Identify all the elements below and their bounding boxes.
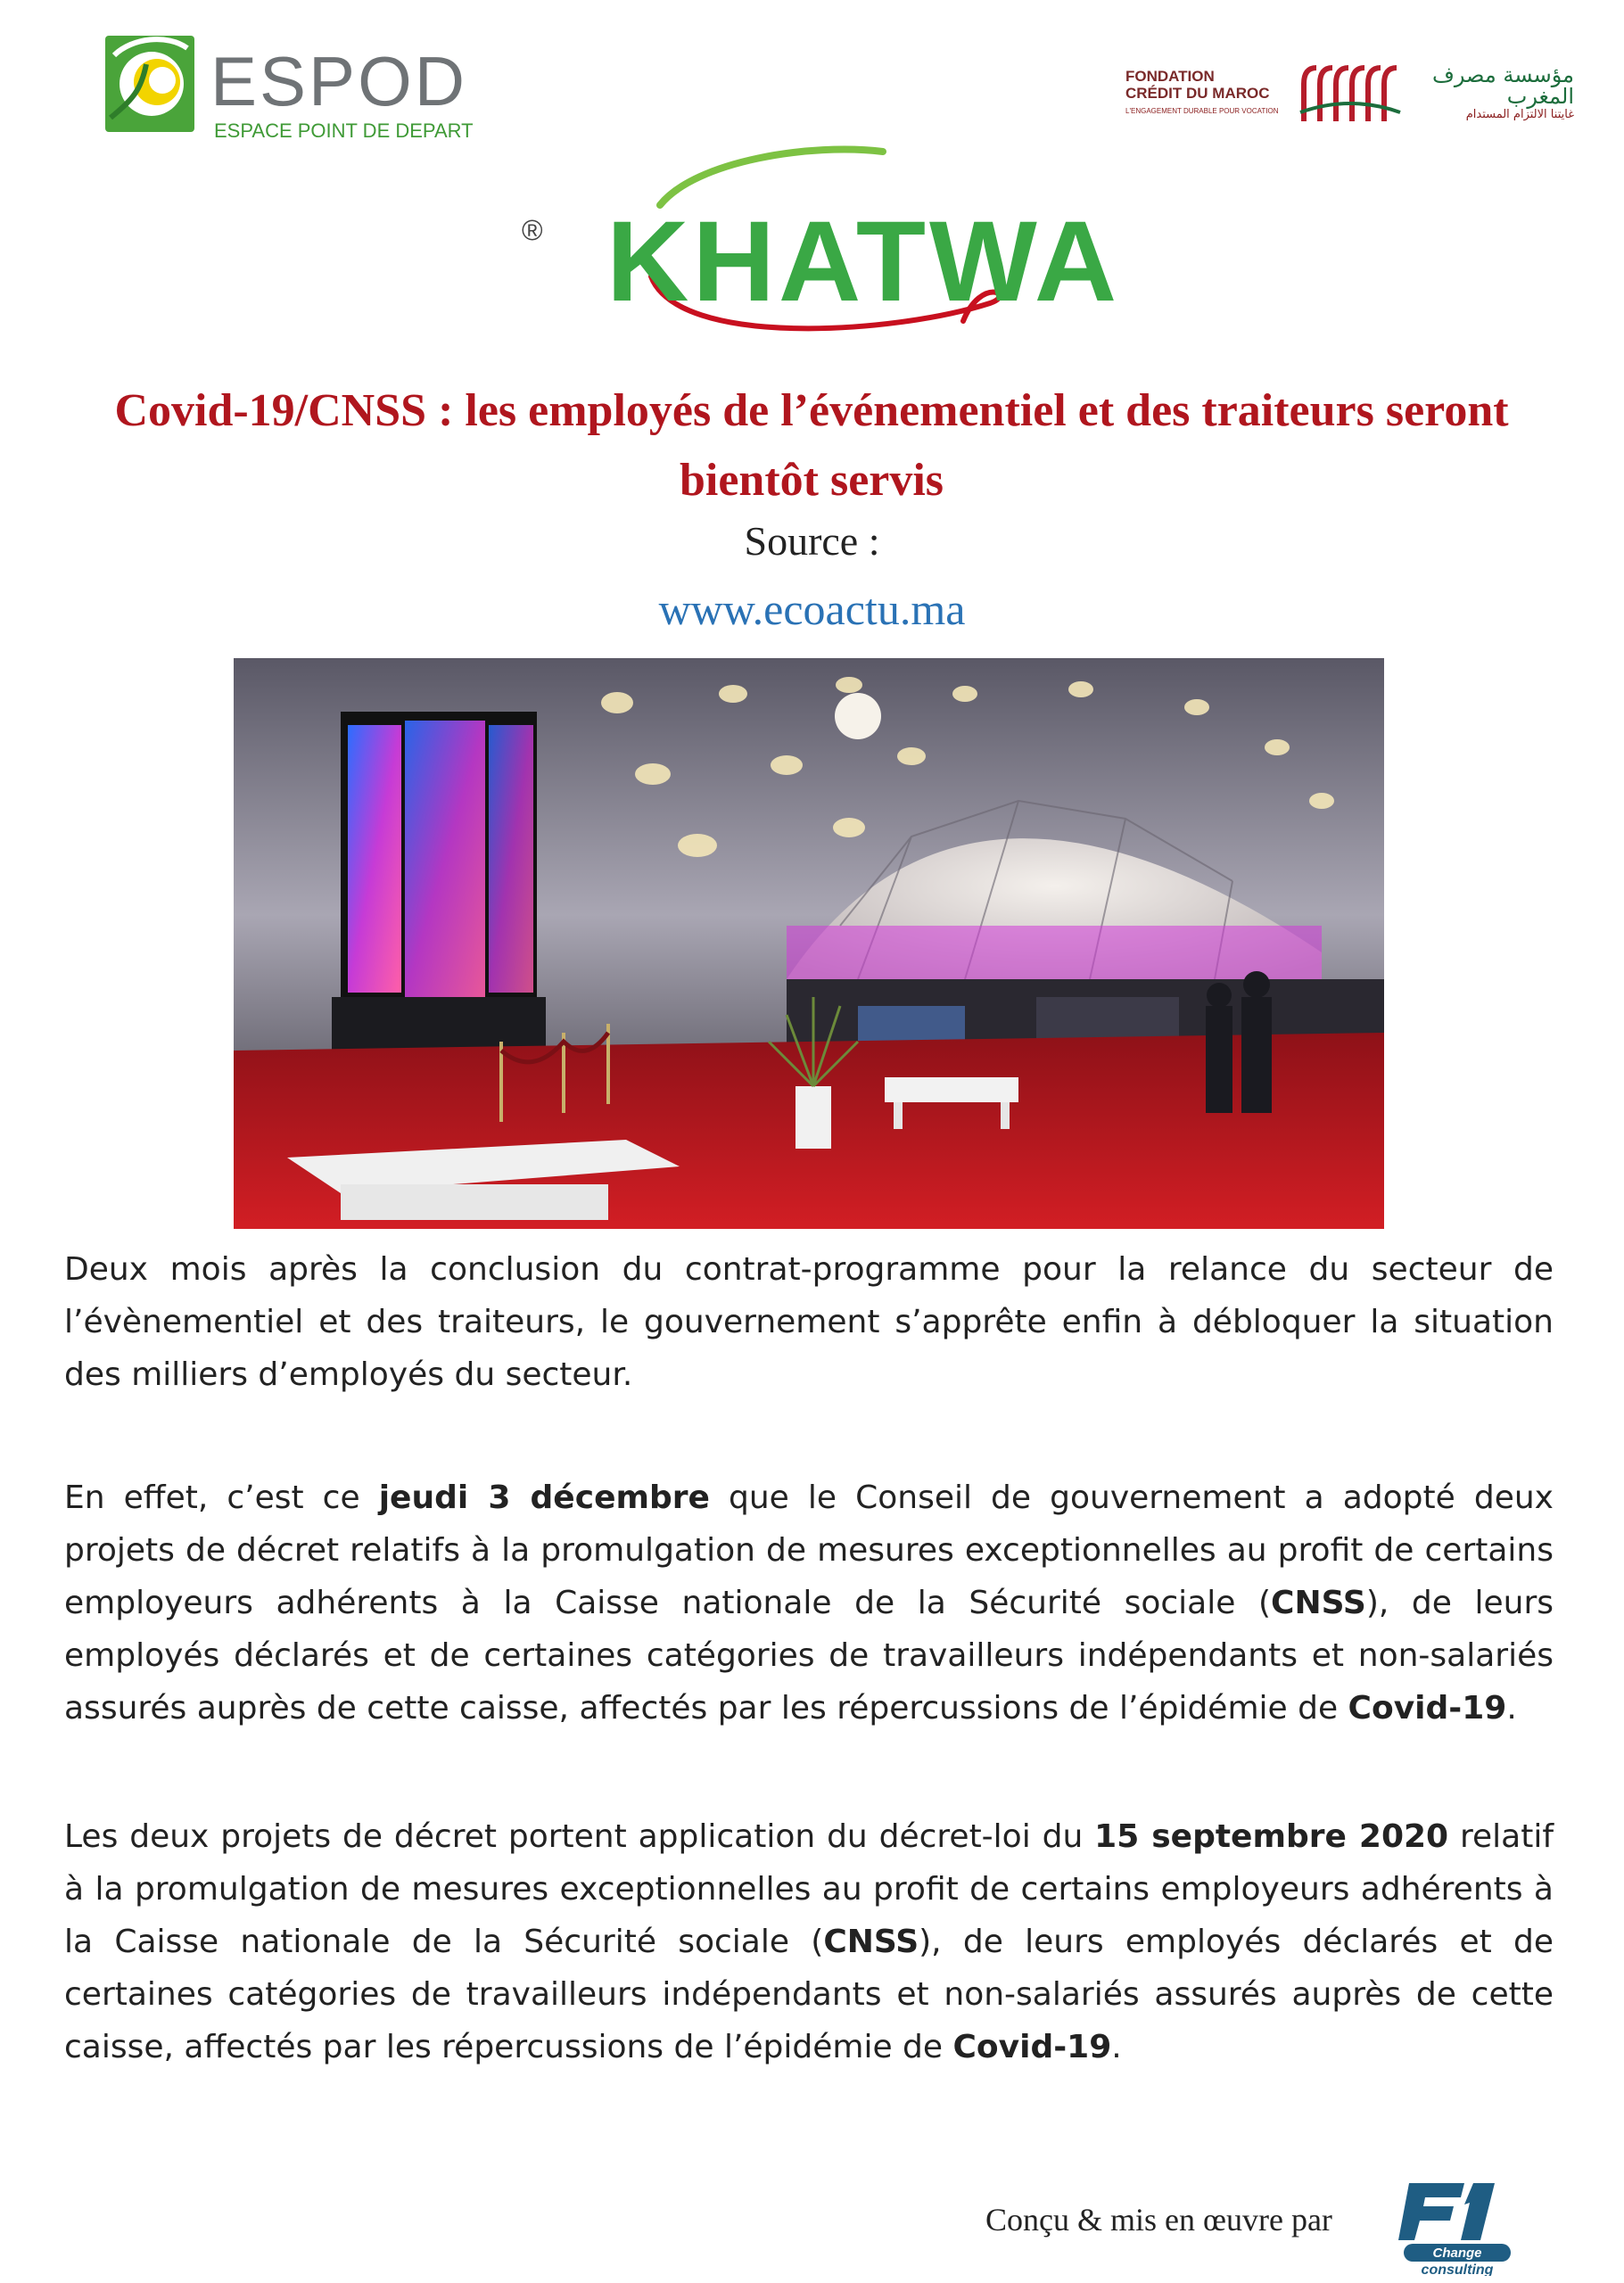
bold-text: Covid-19 — [952, 2029, 1112, 2065]
paragraph-3 — [64, 1810, 1554, 2073]
fondation-line1: FONDATION — [1125, 68, 1215, 85]
source-link[interactable]: www.ecoactu.ma — [658, 584, 966, 634]
text-segment: Les deux projets de décret portent application du décret-loi du — [64, 1818, 1095, 1855]
text-segment: . — [1506, 1690, 1517, 1727]
bold-text: Covid-19 — [1348, 1690, 1507, 1727]
text-segment: ), de leurs employés déclarés et de certaines catégories de travailleurs indépendants et non-salariés assurés auprès de cette caisse, affectés par les répercussions de l’épidémie de — [64, 1585, 1554, 1727]
paragraph-1 — [64, 1243, 1554, 1401]
espod-mark-icon — [105, 29, 203, 136]
espod-logo — [105, 29, 489, 144]
khatwa-logo — [517, 143, 1121, 357]
fondation-logo — [1125, 59, 1574, 130]
text-segment: En effet, c’est ce — [64, 1479, 379, 1516]
footer-credit: Conçu & mis en œuvre par — [985, 2202, 1332, 2238]
text-segment: . — [1111, 2029, 1122, 2065]
text-segment: que le Conseil de gouvernement a adopté deux projets de décret relatifs à la promulgation de mesures exceptionnelles au profit de certains employeurs adhérents à la Caisse nationale de la Sécurité sociale ( — [64, 1479, 1554, 1621]
text-segment: ), de leurs employés déclarés et de certaines catégories de travailleurs indépendants et non-salariés assurés auprès de cette caisse, affectés par les répercussions de l’épidémie de — [64, 1924, 1554, 2065]
fondation-arabic-tagline: غايتنا الالتزام المستدام — [1465, 108, 1574, 121]
source-label: Source : — [744, 518, 880, 564]
f1-consulting-label: consulting — [1421, 2262, 1494, 2276]
event-hall-illustration — [234, 658, 1384, 1229]
bold-text: jeudi 3 décembre — [378, 1479, 710, 1516]
text-segment: Deux mois après la conclusion du contrat-programme pour la relance du secteur de l’évènementiel et des traiteurs, le gouvernement s’apprête enfin à débloquer la situation des milliers d’employés du secteur. — [64, 1251, 1554, 1393]
fondation-arabic-name: مؤسسة مصرف المغرب — [1431, 62, 1574, 109]
espod-name: ESPOD — [210, 42, 468, 120]
registered-mark: ® — [522, 214, 543, 246]
fondation-name — [1125, 68, 1270, 102]
fondation-line2: CRÉDIT DU MAROC — [1125, 85, 1270, 102]
espod-subtitle: ESPACE POINT DE DEPART — [214, 120, 474, 142]
khatwa-wordmark: KHATWA — [606, 198, 1121, 326]
f1-change-label: Change — [1432, 2246, 1482, 2261]
event-photo — [234, 658, 1384, 1229]
bold-text: CNSS — [1271, 1585, 1366, 1621]
article-title: Covid-19/CNSS : les employés de l’événementiel et des traiteurs seront bientôt servis — [114, 385, 1509, 506]
text-segment: relatif à la promulgation de mesures exceptionnelles au profit de certains employeurs adhérents à la Caisse nationale de la Sécurité sociale ( — [64, 1818, 1554, 1960]
f1-change-consulting-logo — [1398, 2176, 1520, 2276]
paragraph-2 — [64, 1471, 1554, 1735]
bold-text: 15 septembre 2020 — [1094, 1818, 1449, 1855]
fondation-tagline: L'ENGAGEMENT DURABLE POUR VOCATION — [1125, 107, 1279, 115]
bold-text: CNSS — [823, 1924, 919, 1960]
fondation-mark-icon — [1297, 59, 1404, 127]
